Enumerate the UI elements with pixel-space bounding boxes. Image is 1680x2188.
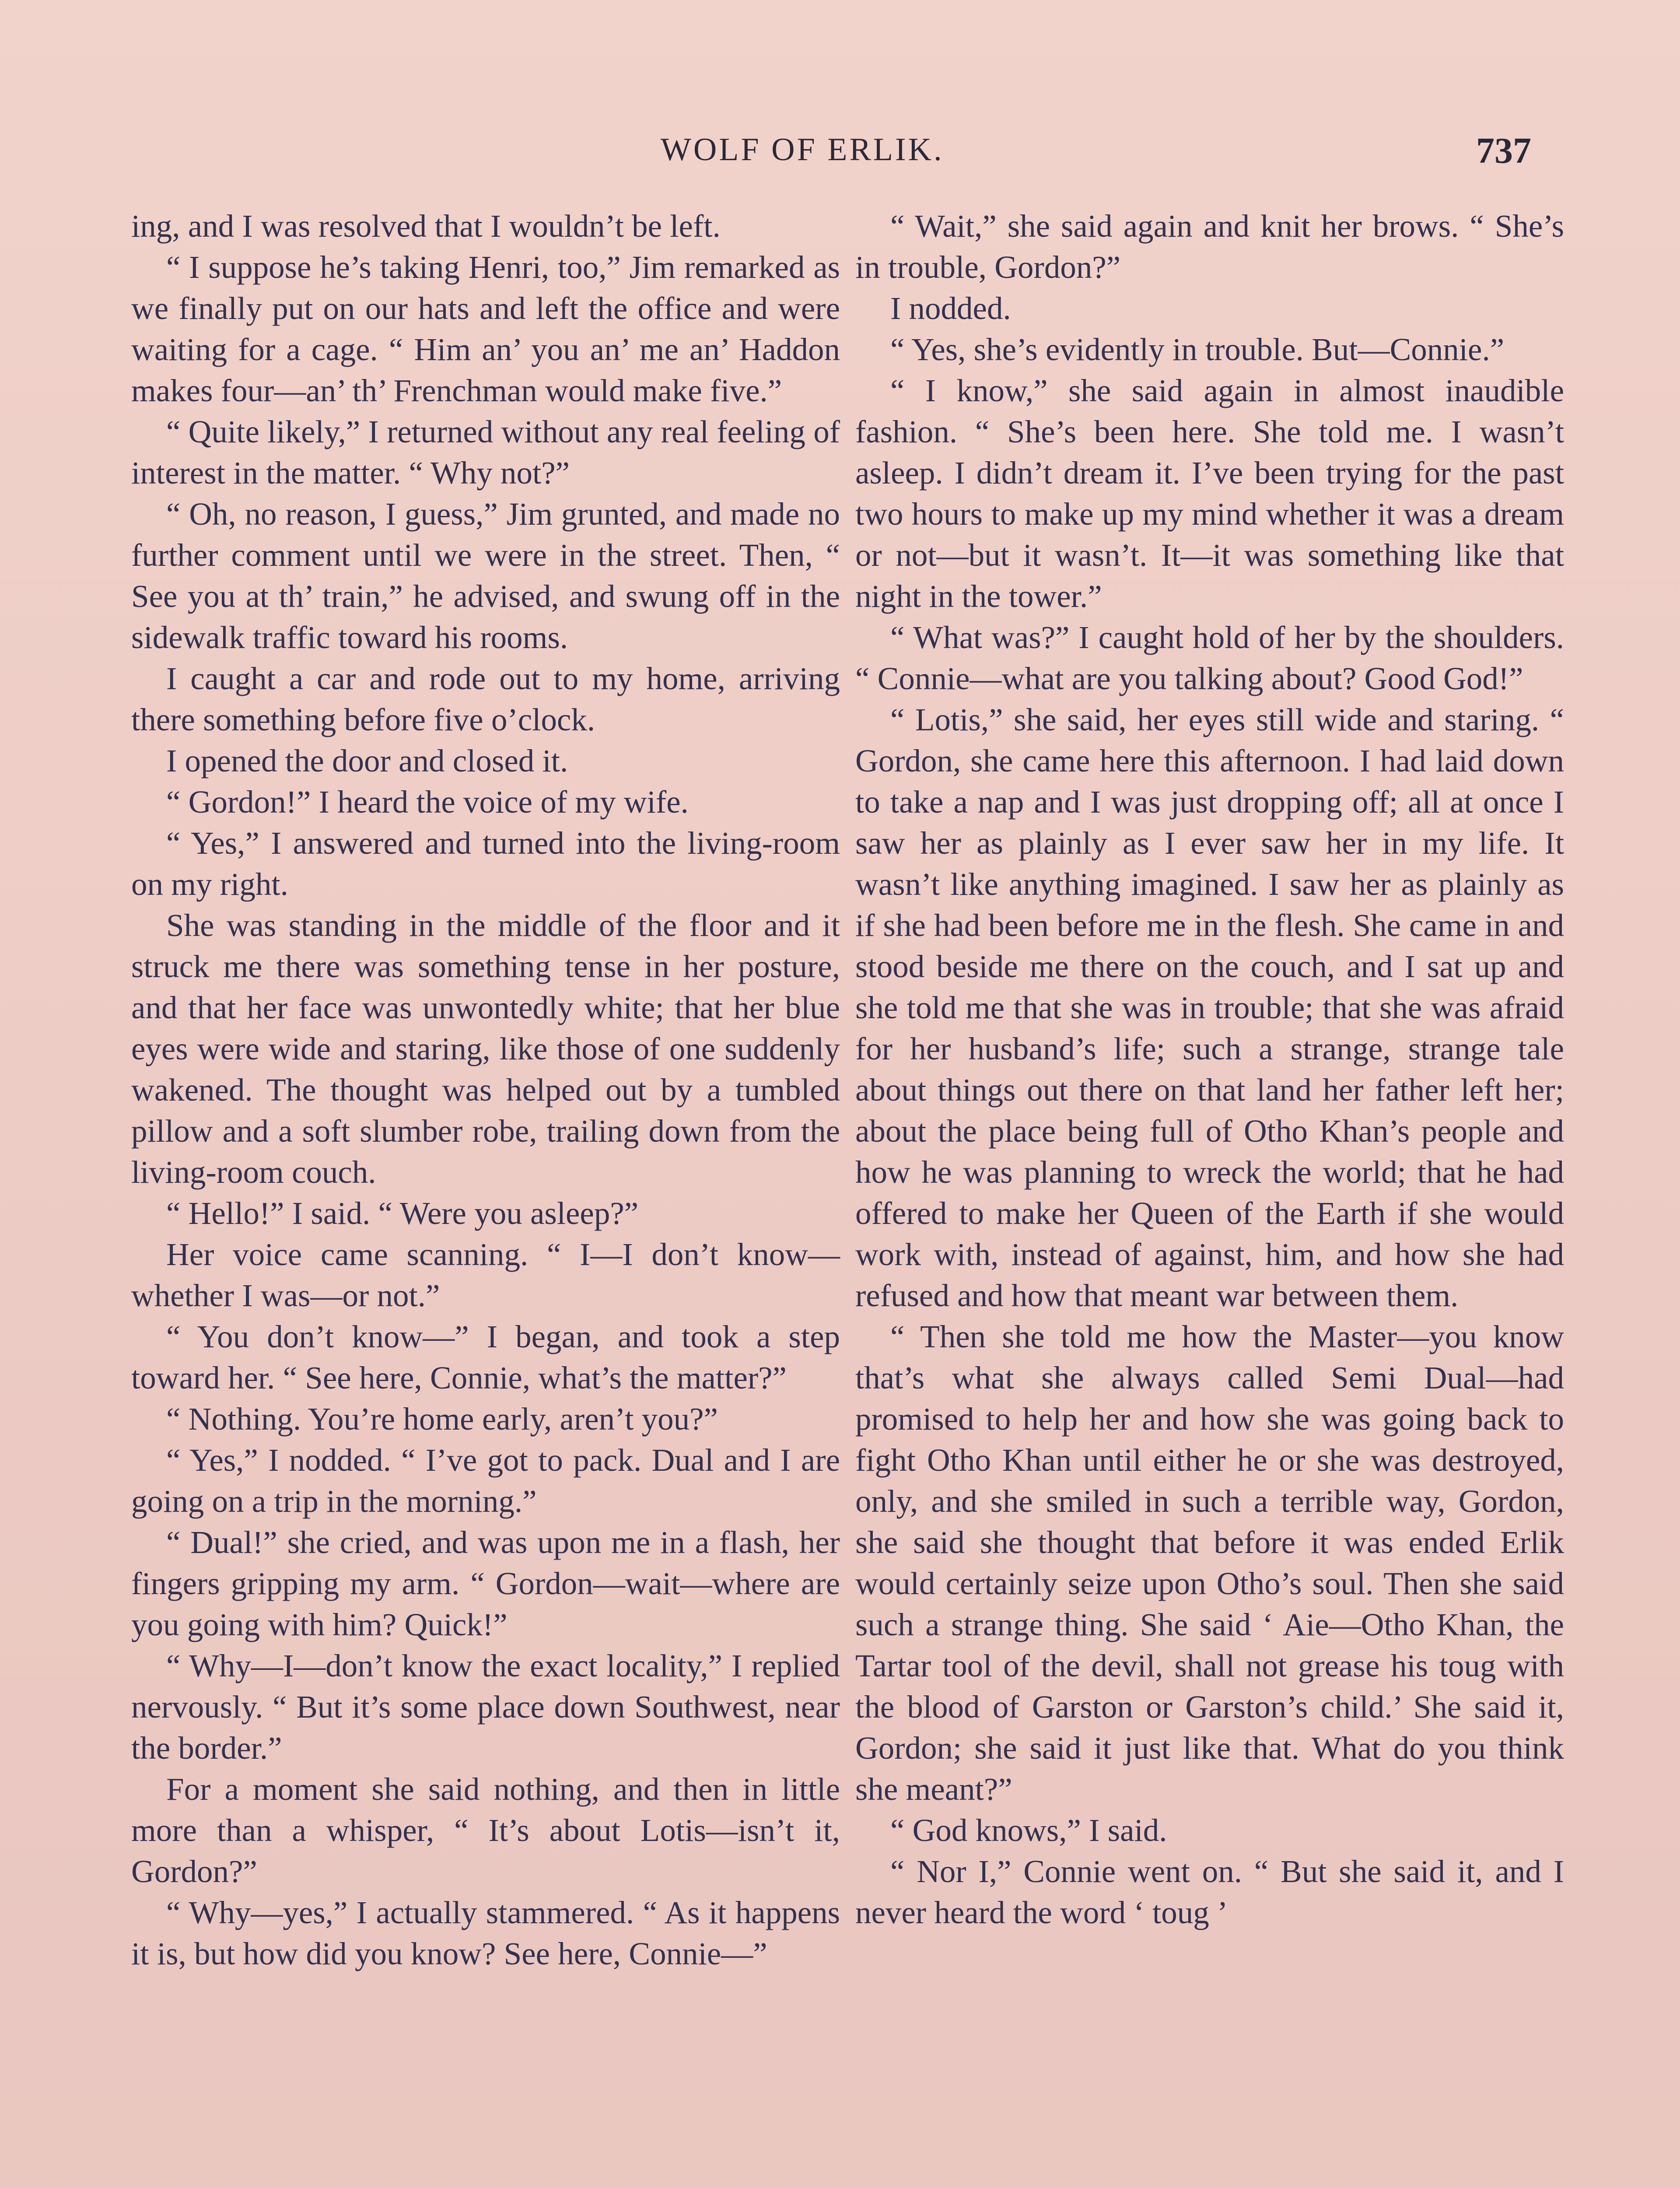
paragraph: I opened the door and closed it. [166, 743, 568, 778]
paragraph: For a moment she said nothing, and then in little more than a whisper, “ It’s about Lotis—isn’t it, Gordon?” [131, 1771, 840, 1889]
paragraph: “ Why—yes,” I actually stammered. “ As it happens it is, but how did you know? See here, Connie—” [131, 1895, 840, 1971]
paragraph: “ God knows,” I said. [890, 1813, 1167, 1848]
paragraph: “ I suppose he’s taking Henri, too,” Jim remarked as we finally put on our hats and left the office and were waiting for a cage. “ Him an’ you an’ me an’ Haddon makes four—an’ th’ Frenchman would make five.” [131, 249, 840, 408]
paragraph: “ Gordon!” I heard the voice of my wife. [166, 784, 689, 820]
paragraph: “ Why—I—don’t know the exact locality,” I replied nervously. “ But it’s some place down Southwest, near the border.” [131, 1648, 840, 1766]
paragraph: “ Quite likely,” I returned without any real feeling of interest in the matter. “ Why not?” [131, 414, 840, 491]
paragraph: “ Then she told me how the Master—you know that’s what she always called Semi Dual—had promised to help her and how she was going back to fight Otho Khan until either he or she was destroyed, only, and she smiled in such a terrible way, Gordon, she said she thought that before it was ended Erlik would certainly seize upon Otho’s soul. Then she said such a strange thing. She said ‘ Aie—Otho Khan, the Tartar tool of the devil, shall not grease his toug with the blood of Garston or Garston’s child.’ She said it, Gordon; she said it just like that. What do you think she meant?” [855, 1319, 1564, 1807]
right-text-column [855, 206, 1564, 1933]
paragraph: “ Lotis,” she said, her eyes still wide and staring. “ Gordon, she came here this afternoon. I had laid down to take a nap and I was just dropping off; all at once I saw her as plainly as I ever saw her in my life. It wasn’t like anything imagined. I saw her as plainly as if she had been before me in the flesh. She came in and stood beside me there on the couch, and I sat up and she told me that she was in trouble; that she was afraid for her husband’s life; such a strange, strange tale about things out there on that land her father left her; about the place being full of Otho Khan’s people and how he was planning to wreck the world; that he had offered to make her Queen of the Earth if she would work with, instead of against, him, and how she had refused and how that meant war between them. [855, 702, 1564, 1313]
paragraph: I nodded. [890, 291, 1011, 326]
paragraph: “ What was?” I caught hold of her by the shoulders. “ Connie—what are you talking about? Good God!” [855, 620, 1564, 696]
paragraph: Her voice came scanning. “ I—I don’t know—whether I was—or not.” [131, 1237, 840, 1313]
paragraph: “ Hello!” I said. “ Were you asleep?” [166, 1196, 639, 1231]
paragraph: I caught a car and rode out to my home, arriving there something before five o’clock. [131, 661, 840, 737]
running-title: WOLF OF ERLIK. [661, 132, 944, 168]
paragraph: “ Yes, she’s evidently in trouble. But—Connie.” [890, 332, 1505, 367]
paragraph: “ Nothing. You’re home early, aren’t you?” [166, 1401, 718, 1437]
paragraph: She was standing in the middle of the floor and it struck me there was something tense in her posture, and that her face was unwontedly white; that her blue eyes were wide and staring, like those of one suddenly wakened. The thought was helped out by a tumbled pillow and a soft slumber robe, trailing down from the living-room couch. [131, 908, 840, 1190]
paragraph: “ I know,” she said again in almost inaudible fashion. “ She’s been here. She told me. I wasn’t asleep. I didn’t dream it. I’ve been trying for the past two hours to make up my mind whether it was a dream or not—but it wasn’t. It—it was something like that night in the tower.” [855, 373, 1564, 614]
paragraph: ing, and I was resolved that I wouldn’t be left. [131, 208, 721, 244]
paragraph: “ Dual!” she cried, and was upon me in a flash, her fingers gripping my arm. “ Gordon—wait—where are you going with him? Quick!” [131, 1525, 840, 1642]
paragraph: “ Oh, no reason, I guess,” Jim grunted, and made no further comment until we were in the street. Then, “ See you at th’ train,” he advised, and swung off in the sidewalk traffic toward his rooms. [131, 496, 840, 655]
page-number: 737 [1476, 130, 1531, 171]
left-text-column [131, 206, 840, 1974]
paragraph: “ Wait,” she said again and knit her brows. “ She’s in trouble, Gordon?” [855, 208, 1564, 285]
paragraph: “ Nor I,” Connie went on. “ But she said it, and I never heard the word ‘ toug ’ [855, 1854, 1564, 1930]
paragraph: “ Yes,” I answered and turned into the living-room on my right. [131, 825, 840, 902]
paragraph: “ Yes,” I nodded. “ I’ve got to pack. Dual and I are going on a trip in the morning.” [131, 1442, 840, 1519]
paragraph: “ You don’t know—” I began, and took a step toward her. “ See here, Connie, what’s the matter?” [131, 1319, 840, 1396]
